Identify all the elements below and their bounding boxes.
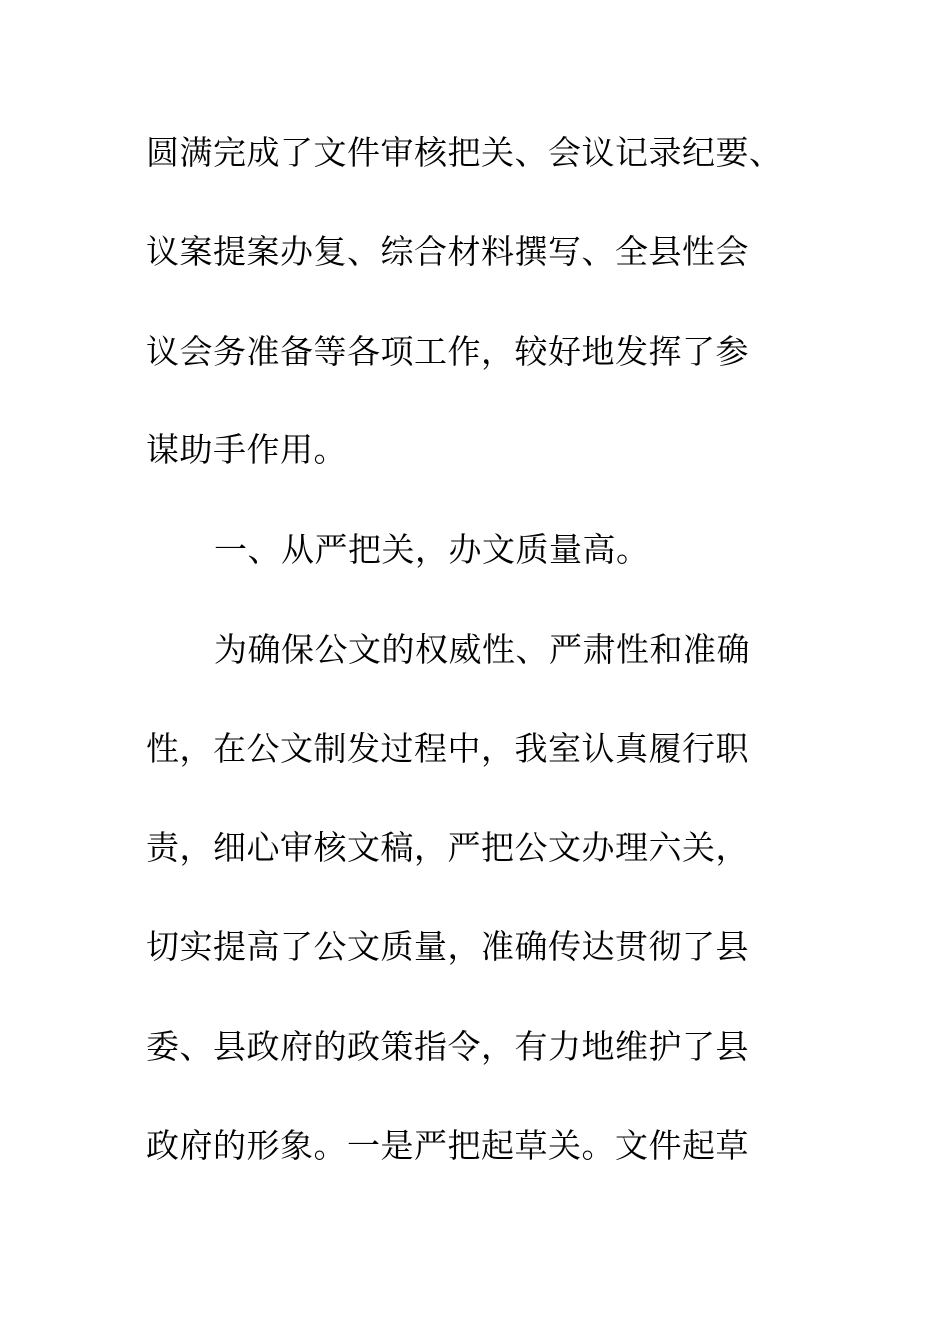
- section-heading: 一、从严把关，办文质量高。: [214, 530, 650, 569]
- paragraph-line-7: 性，在公文制发过程中，我室认真履行职: [146, 729, 749, 768]
- paragraph-line-11: 政府的形象。一是严把起草关。文件起草: [146, 1126, 749, 1165]
- paragraph-line-9: 切实提高了公文质量，准确传达贯彻了县: [146, 927, 749, 966]
- paragraph-line-10: 委、县政府的政策指令，有力地维护了县: [146, 1027, 749, 1066]
- paragraph-line-4: 谋助手作用。: [146, 430, 347, 469]
- paragraph-line-3: 议会务准备等各项工作，较好地发挥了参: [146, 332, 749, 371]
- paragraph-line-2: 议案提案办复、综合材料撰写、全县性会: [146, 232, 749, 271]
- paragraph-line-6: 为确保公文的权威性、严肃性和准确: [214, 630, 750, 669]
- paragraph-line-1: 圆满完成了文件审核把关、会议记录纪要、: [146, 133, 783, 172]
- paragraph-line-8: 责，细心审核文稿，严把公文办理六关，: [146, 828, 749, 867]
